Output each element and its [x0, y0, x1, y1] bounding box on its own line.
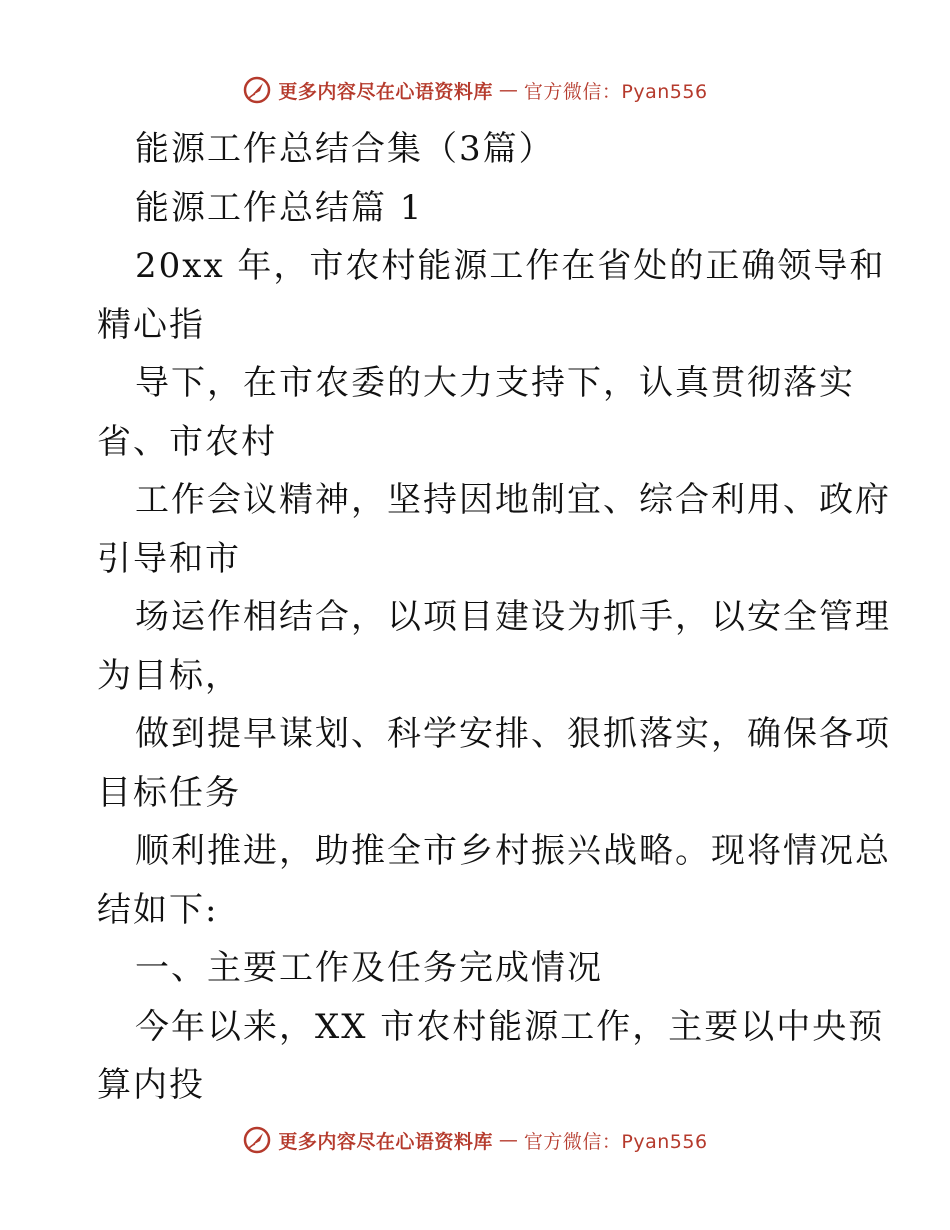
body-line: 工作会议精神，坚持因地制宜、综合利用、政府 [135, 480, 891, 520]
quill-logo-icon [242, 1125, 272, 1155]
body-line: 结如下: [97, 889, 219, 930]
watermark-brand: 更多内容尽在心语资料库 [278, 1130, 493, 1153]
subsection-heading: 一、主要工作及任务完成情况 [135, 948, 603, 988]
body-line: 省、市农村 [97, 421, 277, 462]
watermark-wechat: 官方微信：Pyan556 [523, 1130, 708, 1153]
body-line: 为目标， [97, 655, 241, 696]
header-watermark [0, 70, 950, 110]
body-line: 引导和市 [97, 538, 241, 579]
body-line: 20xx 年，市农村能源工作在省处的正确领导和 [135, 246, 886, 286]
section-heading: 能源工作总结篇 1 [135, 187, 424, 228]
footer-watermark [0, 1120, 950, 1160]
body-line: 今年以来，XX 市农村能源工作，主要以中央预 [135, 1006, 885, 1047]
body-line: 算内投 [97, 1065, 205, 1105]
body-line: 精心指 [97, 304, 205, 345]
doc-title: 能源工作总结合集（3篇） [135, 129, 555, 169]
watermark-wechat: 官方微信：Pyan556 [523, 80, 708, 103]
body-line: 目标任务 [97, 772, 241, 813]
document-body [97, 120, 891, 1115]
watermark-brand: 更多内容尽在心语资料库 [278, 80, 493, 103]
body-line: 场运作相结合，以项目建设为抓手，以安全管理 [135, 597, 891, 637]
body-line: 导下，在市农委的大力支持下，认真贯彻落实 [135, 363, 855, 403]
body-line: 顺利推进，助推全市乡村振兴战略。现将情况总 [135, 831, 891, 871]
quill-logo-icon [242, 75, 272, 105]
body-line: 做到提早谋划、科学安排、狠抓落实，确保各项 [135, 714, 891, 754]
watermark-dash: — [498, 1129, 518, 1151]
watermark-dash: — [498, 79, 518, 101]
